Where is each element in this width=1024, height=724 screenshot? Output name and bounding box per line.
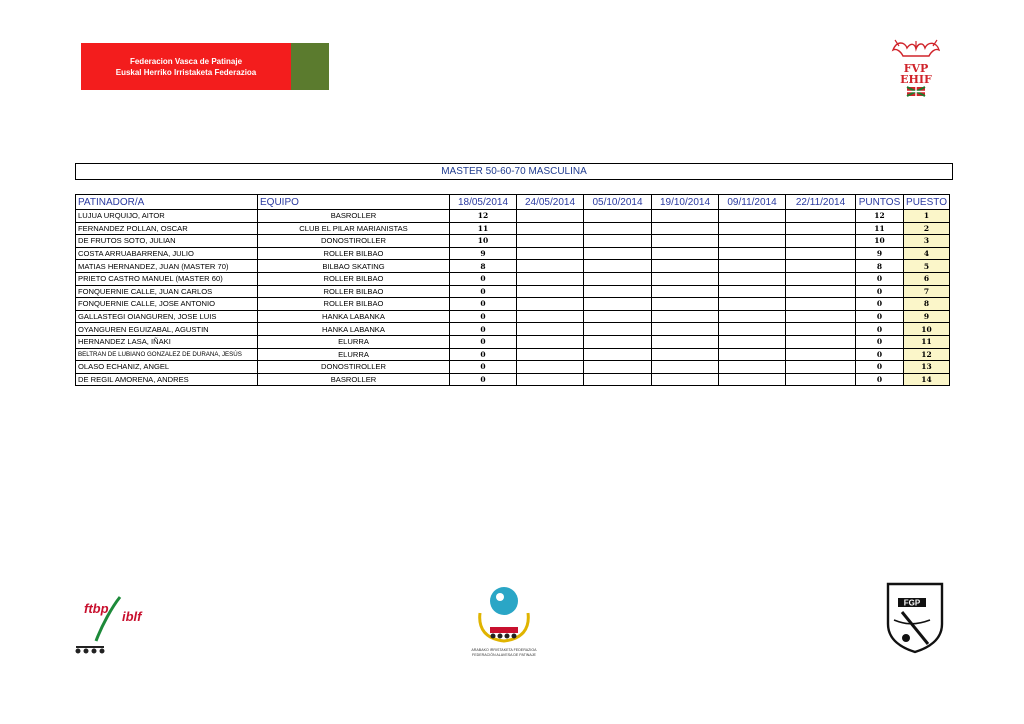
round-score-cell bbox=[584, 348, 652, 361]
round-score-cell bbox=[786, 323, 856, 336]
round-score-cell bbox=[786, 222, 856, 235]
col-header-date: 24/05/2014 bbox=[517, 195, 584, 210]
points-cell: 0 bbox=[856, 335, 904, 348]
round-score-cell bbox=[719, 361, 786, 374]
round-score-cell bbox=[584, 272, 652, 285]
skater-name-cell: DE REGIL AMORENA, ANDRES bbox=[76, 373, 258, 386]
round-score-cell bbox=[652, 285, 719, 298]
position-cell: 8 bbox=[904, 298, 950, 311]
table-row bbox=[76, 210, 950, 223]
federation-name-eu: Euskal Herriko Irristaketa Federazioa bbox=[115, 67, 257, 77]
round-score-cell bbox=[652, 260, 719, 273]
position-cell: 10 bbox=[904, 323, 950, 336]
round-score-cell bbox=[719, 235, 786, 248]
round-score-cell bbox=[652, 323, 719, 336]
round-score-cell bbox=[584, 373, 652, 386]
team-cell: BASROLLER bbox=[258, 373, 450, 386]
table-row bbox=[76, 323, 950, 336]
fvp-text: FVP bbox=[903, 62, 929, 75]
ftbp-text: ftbp bbox=[84, 601, 109, 616]
round-score-cell bbox=[517, 247, 584, 260]
table-row bbox=[76, 272, 950, 285]
iblf-text: iblf bbox=[122, 609, 142, 624]
skater-name-cell: OYANGUREN EGUIZABAL, AGUSTIN bbox=[76, 323, 258, 336]
points-cell: 0 bbox=[856, 361, 904, 374]
federation-banner bbox=[81, 43, 291, 90]
table-row bbox=[76, 235, 950, 248]
round-score-cell bbox=[584, 210, 652, 223]
points-cell: 0 bbox=[856, 323, 904, 336]
round-score-cell bbox=[719, 260, 786, 273]
round-score-cell bbox=[517, 335, 584, 348]
round-score-cell bbox=[584, 361, 652, 374]
round-score-cell bbox=[786, 361, 856, 374]
round-score-cell bbox=[652, 298, 719, 311]
skater-name-cell: FONQUERNIE CALLE, JOSE ANTONIO bbox=[76, 298, 258, 311]
round-score-cell bbox=[652, 235, 719, 248]
points-cell: 0 bbox=[856, 348, 904, 361]
position-cell: 11 bbox=[904, 335, 950, 348]
round-score-cell bbox=[786, 210, 856, 223]
table-row bbox=[76, 298, 950, 311]
table-row bbox=[76, 335, 950, 348]
position-cell: 4 bbox=[904, 247, 950, 260]
round-score-cell bbox=[652, 348, 719, 361]
skater-name-cell: GALLASTEGI OIANGUREN, JOSE LUIS bbox=[76, 310, 258, 323]
points-cell: 11 bbox=[856, 222, 904, 235]
col-header-points: PUNTOS bbox=[856, 195, 904, 210]
ftbp-iblf-logo bbox=[72, 585, 152, 657]
round-score-cell: 12 bbox=[450, 210, 517, 223]
points-cell: 0 bbox=[856, 285, 904, 298]
round-score-cell bbox=[584, 260, 652, 273]
points-cell: 9 bbox=[856, 247, 904, 260]
round-score-cell bbox=[652, 373, 719, 386]
position-cell: 1 bbox=[904, 210, 950, 223]
team-cell: DONOSTIROLLER bbox=[258, 361, 450, 374]
araba-federation-logo bbox=[466, 583, 546, 661]
round-score-cell bbox=[517, 298, 584, 311]
round-score-cell bbox=[517, 373, 584, 386]
round-score-cell bbox=[584, 235, 652, 248]
round-score-cell bbox=[786, 247, 856, 260]
standings-table bbox=[75, 194, 950, 386]
round-score-cell bbox=[652, 361, 719, 374]
points-cell: 0 bbox=[856, 298, 904, 311]
round-score-cell bbox=[652, 335, 719, 348]
points-cell: 0 bbox=[856, 310, 904, 323]
round-score-cell: 8 bbox=[450, 260, 517, 273]
skater-name-cell: LUJUA URQUIJO, AITOR bbox=[76, 210, 258, 223]
federation-banner-accent bbox=[291, 43, 329, 90]
fgp-text: FGP bbox=[903, 598, 921, 608]
round-score-cell bbox=[517, 323, 584, 336]
points-cell: 0 bbox=[856, 373, 904, 386]
round-score-cell bbox=[786, 272, 856, 285]
points-cell: 0 bbox=[856, 272, 904, 285]
points-cell: 10 bbox=[856, 235, 904, 248]
round-score-cell bbox=[584, 285, 652, 298]
round-score-cell bbox=[786, 285, 856, 298]
round-score-cell: 0 bbox=[450, 348, 517, 361]
table-row bbox=[76, 222, 950, 235]
skater-name-cell: BELTRAN DE LUBIANO GONZALEZ DE DURANA, JESÚS bbox=[76, 348, 258, 361]
araba-caption-es: FEDERACIÓN ALAVESA DE PATINAJE bbox=[472, 653, 536, 657]
round-score-cell bbox=[584, 222, 652, 235]
round-score-cell bbox=[719, 310, 786, 323]
position-cell: 7 bbox=[904, 285, 950, 298]
round-score-cell: 0 bbox=[450, 373, 517, 386]
ehif-text: EHIF bbox=[900, 73, 932, 86]
team-cell: DONOSTIROLLER bbox=[258, 235, 450, 248]
team-cell: ROLLER BILBAO bbox=[258, 247, 450, 260]
round-score-cell bbox=[786, 335, 856, 348]
round-score-cell: 0 bbox=[450, 323, 517, 336]
round-score-cell bbox=[786, 260, 856, 273]
skater-name-cell: DE FRUTOS SOTO, JULIAN bbox=[76, 235, 258, 248]
team-cell: CLUB EL PILAR MARIANISTAS bbox=[258, 222, 450, 235]
round-score-cell bbox=[786, 298, 856, 311]
skater-name-cell: PRIETO CASTRO MANUEL (MASTER 60) bbox=[76, 272, 258, 285]
round-score-cell bbox=[719, 298, 786, 311]
round-score-cell bbox=[719, 373, 786, 386]
col-header-date: 05/10/2014 bbox=[584, 195, 652, 210]
round-score-cell bbox=[786, 348, 856, 361]
fgp-logo bbox=[884, 580, 946, 654]
araba-caption-eu: ARABAKO IRRISTAKETA FEDERAZIOA bbox=[471, 648, 537, 652]
round-score-cell bbox=[652, 272, 719, 285]
fvp-ehif-logo bbox=[885, 36, 947, 98]
skater-name-cell: COSTA ARRUABARRENA, JULIO bbox=[76, 247, 258, 260]
round-score-cell bbox=[719, 323, 786, 336]
round-score-cell bbox=[517, 210, 584, 223]
round-score-cell: 0 bbox=[450, 298, 517, 311]
round-score-cell bbox=[719, 210, 786, 223]
round-score-cell bbox=[719, 272, 786, 285]
col-header-date: 18/05/2014 bbox=[450, 195, 517, 210]
position-cell: 2 bbox=[904, 222, 950, 235]
round-score-cell bbox=[517, 272, 584, 285]
table-row bbox=[76, 310, 950, 323]
round-score-cell bbox=[652, 222, 719, 235]
team-cell: ROLLER BILBAO bbox=[258, 298, 450, 311]
team-cell: HANKA LABANKA bbox=[258, 323, 450, 336]
round-score-cell bbox=[517, 285, 584, 298]
round-score-cell bbox=[786, 310, 856, 323]
team-cell: ELURRA bbox=[258, 335, 450, 348]
position-cell: 13 bbox=[904, 361, 950, 374]
round-score-cell bbox=[517, 235, 584, 248]
col-header-skater: PATINADOR/A bbox=[76, 195, 258, 210]
round-score-cell bbox=[786, 373, 856, 386]
round-score-cell bbox=[652, 310, 719, 323]
position-cell: 6 bbox=[904, 272, 950, 285]
team-cell: ROLLER BILBAO bbox=[258, 272, 450, 285]
header-row bbox=[76, 195, 950, 210]
round-score-cell bbox=[517, 310, 584, 323]
round-score-cell bbox=[719, 285, 786, 298]
team-cell: ROLLER BILBAO bbox=[258, 285, 450, 298]
round-score-cell bbox=[584, 298, 652, 311]
round-score-cell bbox=[584, 247, 652, 260]
table-row bbox=[76, 348, 950, 361]
round-score-cell bbox=[517, 348, 584, 361]
points-cell: 12 bbox=[856, 210, 904, 223]
round-score-cell: 0 bbox=[450, 335, 517, 348]
round-score-cell bbox=[652, 210, 719, 223]
team-cell: BASROLLER bbox=[258, 210, 450, 223]
col-header-team: EQUIPO bbox=[258, 195, 450, 210]
skater-name-cell: FERNANDEZ POLLAN, OSCAR bbox=[76, 222, 258, 235]
team-cell: HANKA LABANKA bbox=[258, 310, 450, 323]
table-row bbox=[76, 373, 950, 386]
round-score-cell bbox=[584, 310, 652, 323]
federation-name-es: Federacion Vasca de Patinaje bbox=[129, 56, 243, 66]
skater-name-cell: OLASO ECHANIZ, ANGEL bbox=[76, 361, 258, 374]
col-header-date: 22/11/2014 bbox=[786, 195, 856, 210]
points-cell: 8 bbox=[856, 260, 904, 273]
round-score-cell bbox=[719, 247, 786, 260]
round-score-cell bbox=[517, 361, 584, 374]
position-cell: 9 bbox=[904, 310, 950, 323]
round-score-cell: 10 bbox=[450, 235, 517, 248]
round-score-cell: 11 bbox=[450, 222, 517, 235]
round-score-cell: 0 bbox=[450, 361, 517, 374]
team-cell: ELURRA bbox=[258, 348, 450, 361]
position-cell: 12 bbox=[904, 348, 950, 361]
round-score-cell bbox=[517, 260, 584, 273]
round-score-cell bbox=[719, 222, 786, 235]
position-cell: 3 bbox=[904, 235, 950, 248]
table-row bbox=[76, 260, 950, 273]
skater-name-cell: MATIAS HERNANDEZ, JUAN (MASTER 70) bbox=[76, 260, 258, 273]
skater-name-cell: FONQUERNIE CALLE, JUAN CARLOS bbox=[76, 285, 258, 298]
round-score-cell bbox=[517, 222, 584, 235]
round-score-cell: 0 bbox=[450, 285, 517, 298]
round-score-cell: 0 bbox=[450, 272, 517, 285]
position-cell: 5 bbox=[904, 260, 950, 273]
table-title: MASTER 50-60-70 MASCULINA bbox=[75, 163, 953, 180]
round-score-cell bbox=[719, 348, 786, 361]
round-score-cell bbox=[652, 247, 719, 260]
round-score-cell: 9 bbox=[450, 247, 517, 260]
round-score-cell bbox=[584, 335, 652, 348]
table-row bbox=[76, 361, 950, 374]
table-row bbox=[76, 285, 950, 298]
team-cell: BILBAO SKATING bbox=[258, 260, 450, 273]
round-score-cell bbox=[719, 335, 786, 348]
position-cell: 14 bbox=[904, 373, 950, 386]
round-score-cell bbox=[786, 235, 856, 248]
col-header-date: 19/10/2014 bbox=[652, 195, 719, 210]
skater-name-cell: HERNANDEZ LASA, IÑAKI bbox=[76, 335, 258, 348]
round-score-cell: 0 bbox=[450, 310, 517, 323]
round-score-cell bbox=[584, 323, 652, 336]
col-header-position: PUESTO bbox=[904, 195, 950, 210]
col-header-date: 09/11/2014 bbox=[719, 195, 786, 210]
table-row bbox=[76, 247, 950, 260]
